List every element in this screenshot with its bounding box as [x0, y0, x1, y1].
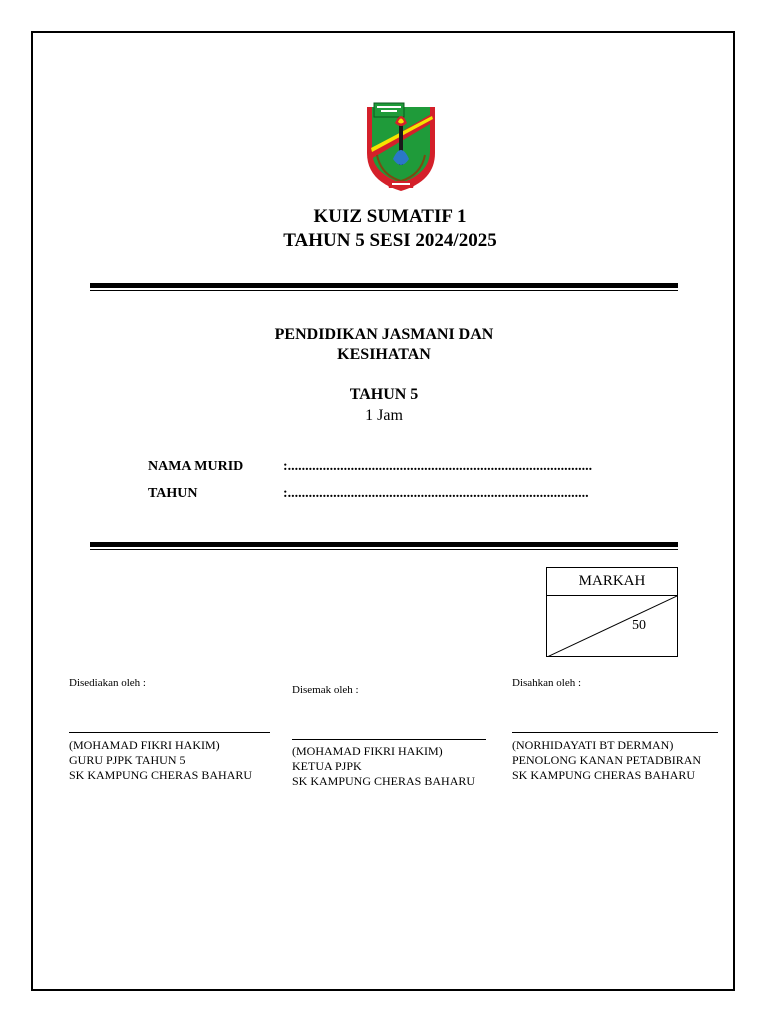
bottom-divider — [90, 542, 678, 550]
checked-by-name: (MOHAMAD FIKRI HAKIM) — [292, 744, 443, 758]
duration-label: 1 Jam — [365, 407, 403, 424]
prepared-by-label: Disediakan oleh : — [69, 677, 146, 689]
prepared-by-block — [69, 738, 252, 783]
student-year-field[interactable]: :...................................................................................... — [283, 486, 589, 501]
marks-diagonal — [547, 596, 677, 657]
subject-line-2: KESIHATAN — [337, 346, 431, 363]
checked-by-position: KETUA PJPK — [292, 759, 362, 773]
checked-by-school: SK KAMPUNG CHERAS BAHARU — [292, 774, 476, 788]
student-year-label: TAHUN — [148, 486, 198, 501]
prepared-by-signature-line — [69, 732, 270, 733]
approved-by-label: Disahkan oleh : — [512, 677, 582, 689]
prepared-by-name: (MOHAMAD FIKRI HAKIM) — [69, 738, 220, 752]
marks-total: 50 — [632, 618, 646, 633]
checked-by-block — [292, 744, 475, 789]
approved-by-school: SK KAMPUNG CHERAS BAHARU — [512, 768, 696, 782]
marks-score-area[interactable] — [547, 596, 677, 657]
prepared-by-school: SK KAMPUNG CHERAS BAHARU — [69, 768, 253, 782]
approved-by-signature-line — [512, 732, 718, 733]
approved-by-block — [512, 738, 701, 783]
checked-by-signature-line — [292, 739, 486, 740]
student-name-field[interactable]: :....................................................................................... — [283, 459, 593, 474]
marks-box — [546, 567, 678, 657]
prepared-by-position: GURU PJPK TAHUN 5 — [69, 753, 186, 767]
school-crest-icon — [361, 101, 441, 193]
approved-by-name: (NORHIDAYATI BT DERMAN) — [512, 738, 674, 752]
marks-label: MARKAH — [547, 568, 677, 596]
subject-line-1: PENDIDIKAN JASMANI DAN — [274, 326, 494, 343]
checked-by-label: Disemak oleh : — [292, 684, 359, 696]
approved-by-position: PENOLONG KANAN PETADBIRAN — [512, 753, 702, 767]
student-name-label: NAMA MURID — [148, 459, 244, 474]
session-title: TAHUN 5 SESI 2024/2025 — [283, 230, 497, 251]
top-divider — [90, 283, 678, 291]
year-label: TAHUN 5 — [349, 386, 419, 403]
quiz-title: KUIZ SUMATIF 1 — [313, 206, 467, 227]
